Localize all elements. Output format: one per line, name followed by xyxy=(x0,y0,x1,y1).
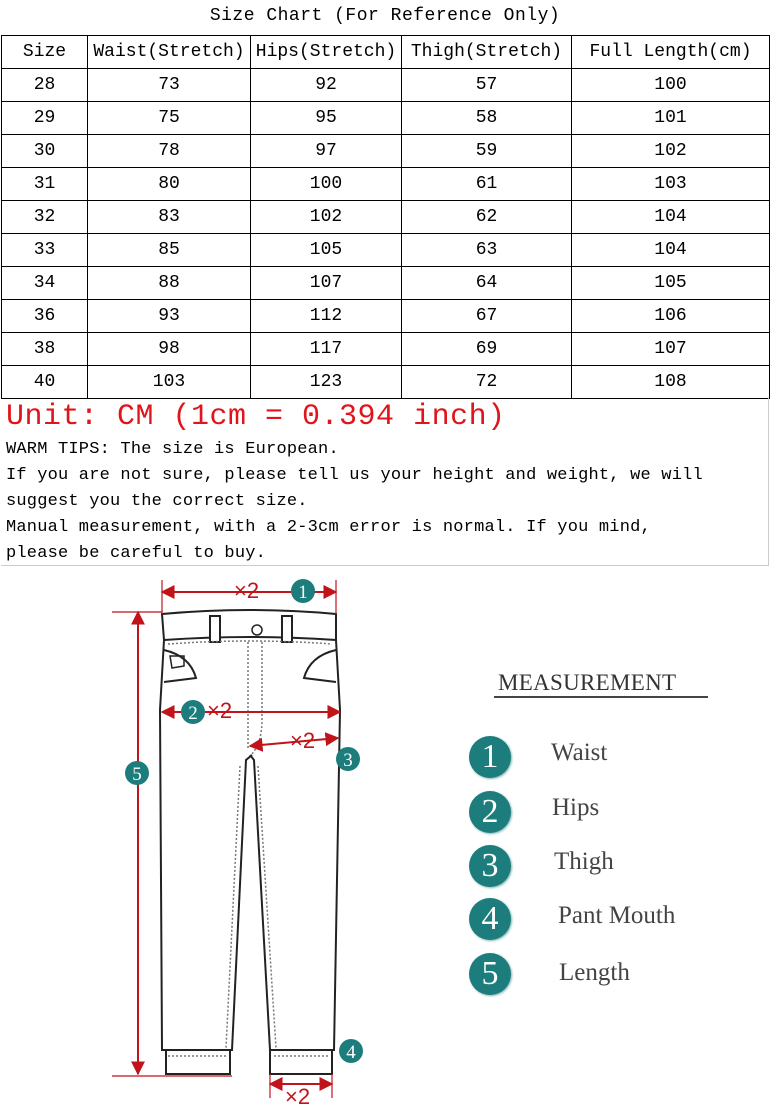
cell-length: 105 xyxy=(572,267,770,300)
table-row xyxy=(2,69,770,102)
cell-thigh: 63 xyxy=(402,234,572,267)
cell-waist: 88 xyxy=(88,267,251,300)
legend-title: MEASUREMENT xyxy=(498,670,677,695)
cell-size: 36 xyxy=(2,300,88,333)
size-table xyxy=(1,35,770,399)
marker-1-label: 1 xyxy=(298,582,308,603)
cell-size: 29 xyxy=(2,102,88,135)
cell-length: 104 xyxy=(572,201,770,234)
cell-length: 107 xyxy=(572,333,770,366)
tip-line: Manual measurement, with a 2-3cm error is normal. If you mind, xyxy=(6,518,651,537)
cell-waist: 98 xyxy=(88,333,251,366)
cell-length: 106 xyxy=(572,300,770,333)
tip-line: If you are not sure, please tell us your height and weight, we will xyxy=(6,466,703,485)
legend-badge-5: 5 xyxy=(469,953,511,995)
marker-2-label: 2 xyxy=(188,703,198,724)
header-length: Full Length(cm) xyxy=(572,36,770,69)
cell-size: 34 xyxy=(2,267,88,300)
cell-thigh: 57 xyxy=(402,69,572,102)
cell-length: 103 xyxy=(572,168,770,201)
header-waist: Waist(Stretch) xyxy=(88,36,251,69)
header-size: Size xyxy=(2,36,88,69)
cell-size: 31 xyxy=(2,168,88,201)
cell-thigh: 59 xyxy=(402,135,572,168)
header-hips: Hips(Stretch) xyxy=(251,36,402,69)
cell-waist: 93 xyxy=(88,300,251,333)
table-body xyxy=(2,69,770,399)
cell-hips: 95 xyxy=(251,102,402,135)
pant-mouth-multiplier: ×2 xyxy=(285,1084,311,1109)
cell-hips: 105 xyxy=(251,234,402,267)
pants-diagram xyxy=(0,570,770,1120)
cell-size: 30 xyxy=(2,135,88,168)
cell-hips: 107 xyxy=(251,267,402,300)
cell-hips: 97 xyxy=(251,135,402,168)
cell-waist: 85 xyxy=(88,234,251,267)
legend-badge-3: 3 xyxy=(469,845,511,887)
legend-badge-2: 2 xyxy=(469,791,511,833)
table-row xyxy=(2,168,770,201)
cell-size: 40 xyxy=(2,366,88,399)
cell-thigh: 62 xyxy=(402,201,572,234)
header-thigh: Thigh(Stretch) xyxy=(402,36,572,69)
cell-size: 33 xyxy=(2,234,88,267)
pants-outline xyxy=(160,610,340,1074)
table-row xyxy=(2,333,770,366)
cell-thigh: 67 xyxy=(402,300,572,333)
cell-hips: 112 xyxy=(251,300,402,333)
cell-thigh: 69 xyxy=(402,333,572,366)
table-row xyxy=(2,135,770,168)
cell-waist: 78 xyxy=(88,135,251,168)
tip-line: suggest you the correct size. xyxy=(6,492,308,511)
cell-waist: 75 xyxy=(88,102,251,135)
cell-length: 104 xyxy=(572,234,770,267)
measurement-lines xyxy=(112,580,340,1098)
legend-label-thigh: Thigh xyxy=(554,848,614,875)
table-header-row xyxy=(2,36,770,69)
legend-label-pant-mouth: Pant Mouth xyxy=(558,902,676,929)
chart-title: Size Chart (For Reference Only) xyxy=(209,6,561,26)
cell-thigh: 64 xyxy=(402,267,572,300)
legend-badge-1: 1 xyxy=(469,736,511,778)
cell-length: 101 xyxy=(572,102,770,135)
cell-hips: 102 xyxy=(251,201,402,234)
legend-label-length: Length xyxy=(559,959,630,986)
cell-waist: 83 xyxy=(88,201,251,234)
cell-size: 38 xyxy=(2,333,88,366)
table-row xyxy=(2,267,770,300)
marker-5-label: 5 xyxy=(132,764,142,785)
unit-text: Unit: CM (1cm = 0.394 inch) xyxy=(6,400,506,434)
tip-line: please be careful to buy. xyxy=(6,544,267,563)
marker-4-label: 4 xyxy=(346,1042,356,1063)
table-row xyxy=(2,102,770,135)
cell-waist: 73 xyxy=(88,69,251,102)
cell-length: 100 xyxy=(572,69,770,102)
marker-3-label: 3 xyxy=(343,750,353,771)
tip-line: WARM TIPS: The size is European. xyxy=(6,440,339,459)
cell-size: 32 xyxy=(2,201,88,234)
cell-hips: 117 xyxy=(251,333,402,366)
legend-label-waist: Waist xyxy=(551,739,608,766)
thigh-multiplier: ×2 xyxy=(290,728,316,753)
table-row xyxy=(2,300,770,333)
hips-multiplier: ×2 xyxy=(207,698,233,723)
cell-length: 102 xyxy=(572,135,770,168)
cell-thigh: 58 xyxy=(402,102,572,135)
table-row xyxy=(2,366,770,399)
cell-hips: 92 xyxy=(251,69,402,102)
cell-hips: 100 xyxy=(251,168,402,201)
legend-underline xyxy=(494,696,708,698)
legend-badge-4: 4 xyxy=(469,898,511,940)
legend-label-hips: Hips xyxy=(552,794,600,821)
table-row xyxy=(2,201,770,234)
cell-hips: 123 xyxy=(251,366,402,399)
cell-thigh: 72 xyxy=(402,366,572,399)
cell-waist: 103 xyxy=(88,366,251,399)
cell-length: 108 xyxy=(572,366,770,399)
table-row xyxy=(2,234,770,267)
waist-multiplier: ×2 xyxy=(234,578,260,603)
button-icon xyxy=(252,625,262,635)
cell-thigh: 61 xyxy=(402,168,572,201)
cell-waist: 80 xyxy=(88,168,251,201)
cell-size: 28 xyxy=(2,69,88,102)
